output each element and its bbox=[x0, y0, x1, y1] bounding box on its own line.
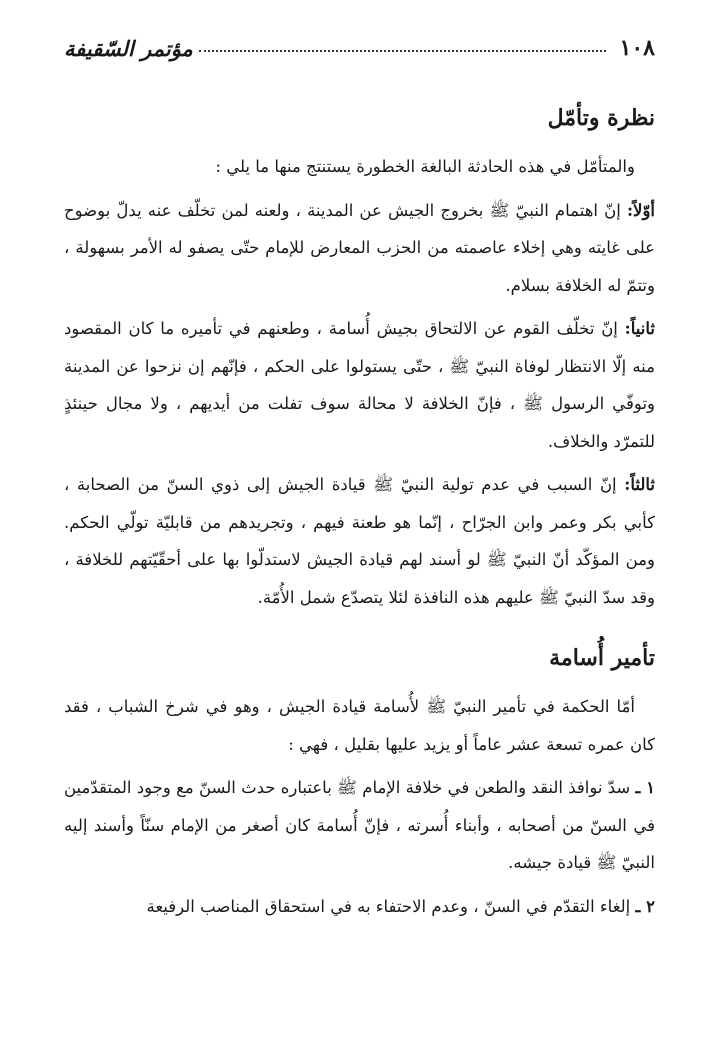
paragraph-text: إنّ تخلّف القوم عن الالتحاق بجيش أُسامة ، وطعنهم في تأميره ما كان المقصود منه إلّا الانتظار لوفاة النبيّ ﷺ ، حتّى يستولوا على الحكم ، فإنّهم إن نزحوا عن المدينة وتوفّي الرسول ﷺ ، فإنّ الخلافة لا محالة سوف تفلت من أيديهم ، ولا مجال حينئذٍ للتمرّد والخلاف. bbox=[64, 319, 655, 451]
point-lead: أوّلاً: bbox=[626, 200, 655, 220]
paragraph-point-first bbox=[64, 192, 655, 305]
paragraph-item-one bbox=[64, 769, 655, 882]
section-heading-usama: تأمير أُسامة bbox=[549, 645, 655, 671]
paragraph-text: والمتأمّل في هذه الحادثة البالغة الخطورة يستنتج منها ما يلي : bbox=[215, 157, 635, 176]
paragraph-wisdom-intro bbox=[64, 688, 655, 763]
section-heading-reflection: نظرة وتأمّل bbox=[547, 105, 655, 131]
point-lead: ثانياً: bbox=[624, 319, 655, 338]
header-dotted-leader bbox=[199, 50, 606, 52]
item-number: ٢ ـ bbox=[635, 896, 655, 916]
book-title: مؤتمر السّقيفة bbox=[64, 35, 193, 61]
paragraph-text: سدّ نوافذ النقد والطعن في خلافة الإمام ﷺ باعتباره حدث السنّ مع وجود المتقدّمين في السنّ من أصحابه ، وأبناء أُسرته ، فإنّ أُسامة كان أصغر من الإمام سنّاً وأسند إليه النبيّ ﷺ قيادة جيشه. bbox=[64, 778, 655, 872]
item-number: ١ ـ bbox=[635, 778, 655, 797]
running-header bbox=[64, 28, 655, 68]
paragraph-item-two bbox=[64, 888, 655, 926]
paragraph-text: إلغاء التقدّم في السنّ ، وعدم الاحتفاء به في استحقاق المناصب الرفيعة bbox=[146, 896, 631, 916]
point-lead: ثالثاً: bbox=[624, 475, 655, 494]
paragraph-point-third bbox=[64, 466, 655, 616]
page-number: ١٠٨ bbox=[619, 35, 655, 61]
paragraph-text: أمّا الحكمة في تأمير النبيّ ﷺ لأُسامة قيادة الجيش ، وهو في شرخ الشباب ، فقد كان عمره تسعة عشر عاماً أو يزيد عليها بقليل ، فهي : bbox=[64, 697, 655, 754]
paragraph-text: إنّ السبب في عدم تولية النبيّ ﷺ قيادة الجيش إلى ذوي السنّ من الصحابة ، كأبي بكر وعمر وابن الجرّاح ، إنّما هو طعنة فيهم ، وتجريدهم من قابليّة تولّي الحكم. ومن المؤكّد أنّ النبيّ ﷺ لو أسند لهم قيادة الجيش لاستدلّوا بها على أحقّيّتهم للخلافة ، وقد سدّ النبيّ ﷺ عليهم هذه النافذة لئلا يتصدّع شمل الأُمّة. bbox=[64, 475, 655, 607]
paragraph-intro bbox=[64, 148, 655, 186]
paragraph-point-second bbox=[64, 310, 655, 460]
paragraph-text: إنّ اهتمام النبيّ ﷺ بخروج الجيش عن المدينة ، ولعنه لمن تخلّف عنه يدلّ بوضوح على غايته وهي إخلاء عاصمته من الحزب المعارض للإمام حتّى يصفو له الأمر بسهولة ، وتتمّ له الخلافة بسلام. bbox=[64, 200, 655, 295]
